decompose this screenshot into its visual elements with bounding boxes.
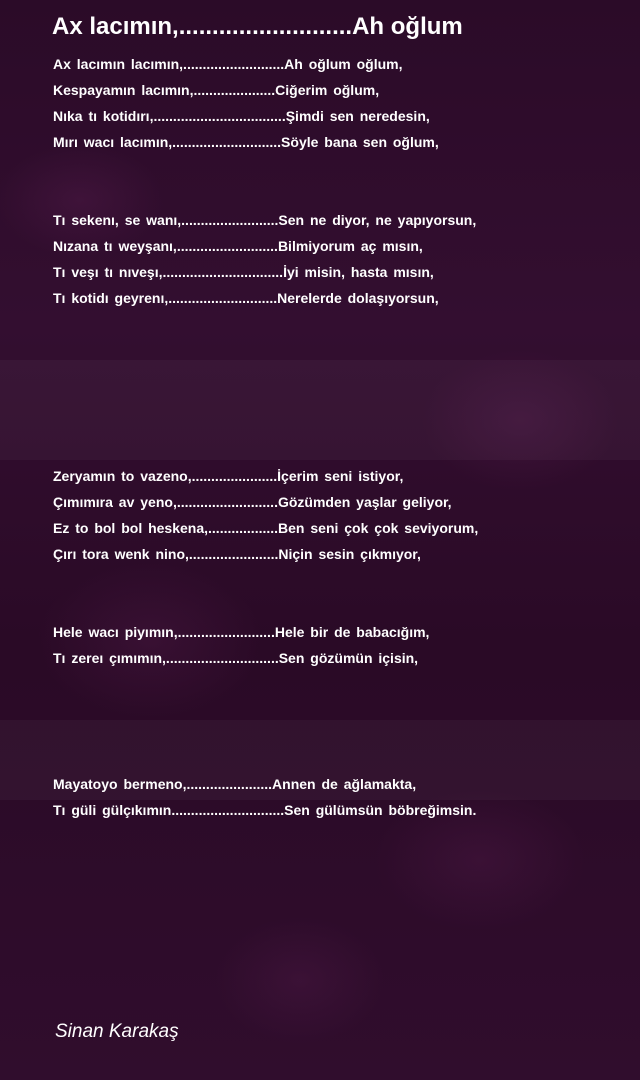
poem-line: Çımımıra av yeno,..........................Gözümden yaşlar geliyor, [53, 494, 452, 510]
poem-line: Tı sekenı, se wanı,.........................Sen ne diyor, ne yapıyorsun, [53, 212, 477, 228]
author-name: Sinan Karakaş [55, 1021, 179, 1042]
poem-line: Tı kotidı geyrenı,............................Nerelerde dolaşıyorsun, [53, 290, 439, 306]
poem-line: Tı zereı çımımın,.............................Sen gözümün içisin, [53, 650, 419, 666]
poem-line: Nızana tı weyşanı,..........................Bilmiyorum aç mısın, [53, 238, 423, 254]
stanza-2 [53, 207, 613, 311]
poem-line: Mayatoyo bermeno,......................Annen de ağlamakta, [53, 776, 417, 792]
poem-line: Hele wacı piyımın,.........................Hele bir de babacığım, [53, 624, 430, 640]
stanza-1 [53, 51, 613, 155]
stanza-3 [53, 463, 613, 567]
poem-line: Ez to bol bol heskena,..................Ben seni çok çok seviyorum, [53, 520, 479, 536]
background-band [0, 360, 640, 460]
stanza-5 [53, 771, 613, 823]
poem-title: Ax lacımın,..........................Ah oğlum [52, 13, 463, 40]
poem-line: Tı güli gülçıkımın.............................Sen gülümsün böbreğimsin. [53, 802, 477, 818]
poem-line: Kespayamın lacımın,.....................Ciğerim oğlum, [53, 82, 380, 98]
poem-line: Ax lacımın lacımın,..........................Ah oğlum oğlum, [53, 56, 403, 72]
poem-line: Çırı tora wenk nino,.......................Niçin sesin çıkmıyor, [53, 546, 421, 562]
poem-line: Tı veşı tı nıveşı,...............................İyi misin, hasta mısın, [53, 264, 434, 280]
stanza-4 [53, 619, 613, 671]
poem-line: Zeryamın to vazeno,......................İçerim seni istiyor, [53, 468, 404, 484]
poem-line: Mırı wacı lacımın,............................Söyle bana sen oğlum, [53, 134, 439, 150]
poem-line: Nıka tı kotidırı,..................................Şimdi sen neredesin, [53, 108, 430, 124]
